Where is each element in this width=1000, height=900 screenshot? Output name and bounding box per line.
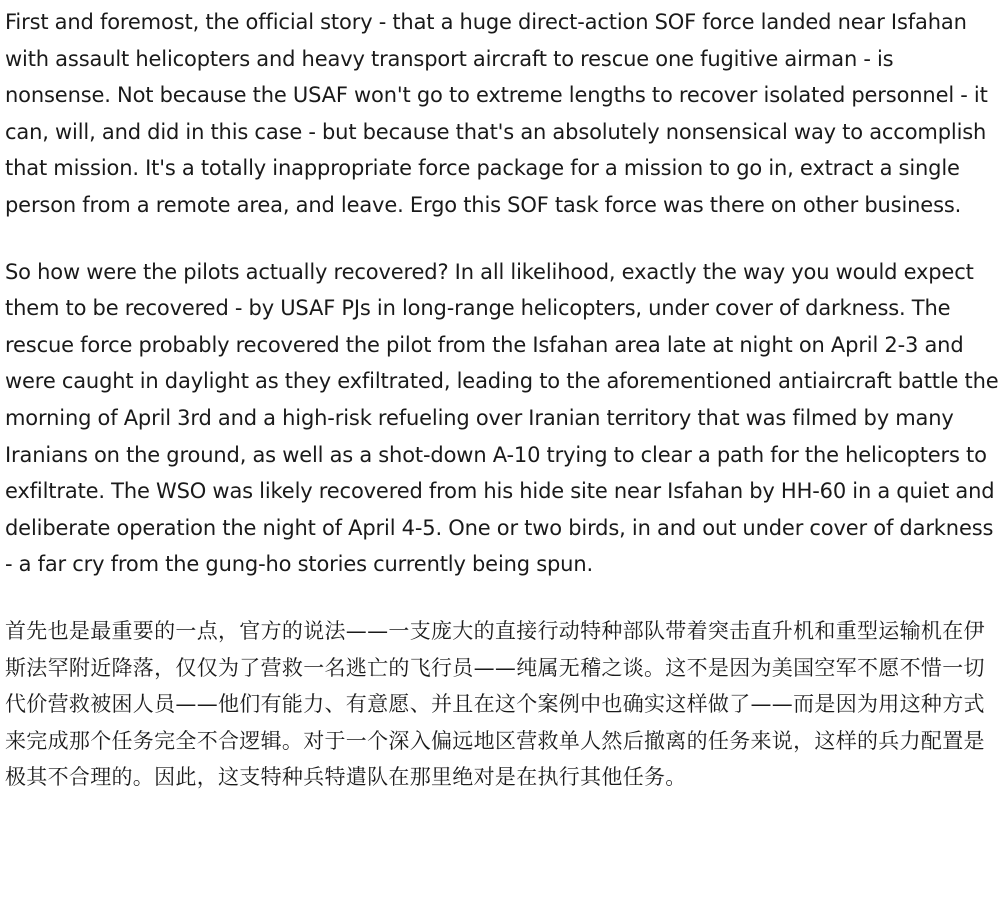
- paragraph-chinese-translation: 首先也是最重要的一点，官方的说法——一支庞大的直接行动特种部队带着突击直升机和重型运输机在伊斯法罕附近降落，仅仅为了营救一名逃亡的飞行员——纯属无稽之谈。这不是因为美国空军不愿不惜一切代价营救被困人员——他们有能力、有意愿、并且在这个案例中也确实这样做了——而是因为用这种方式来完成那个任务完全不合逻辑。对于一个深入偏远地区营救单人然后撤离的任务来说，这样的兵力配置是极其不合理的。因此，这支特种兵特遣队在那里绝对是在执行其他任务。: [5, 618, 985, 790]
- article-body: [5, 4, 1000, 796]
- paragraph-pilot-recovery: So how were the pilots actually recovered? In all likelihood, exactly the way you would expect them to be recovered - by USAF PJs in long-range helicopters, under cover of darkness. The rescue force probably recovered the pilot from the Isfahan area late at night on April 2-3 and were caught in daylight as they exfiltrated, leading to the aforementioned antiaircraft battle the morning of April 3rd and a high-risk refueling over Iranian territory that was filmed by many Iranians on the ground, as well as a shot-down A-10 trying to clear a path for the helicopters to exfiltrate. The WSO was likely recovered from his hide site near Isfahan by HH-60 in a quiet and deliberate operation the night of April 4-5. One or two birds, in and out under cover of darkness - a far cry from the gung-ho stories currently being spun.: [5, 259, 999, 577]
- paragraph-official-story: First and foremost, the official story - that a huge direct-action SOF force landed near Isfahan with assault helicopters and heavy transport aircraft to rescue one fugitive airman - is nonsense. Not because the USAF won't go to extreme lengths to recover isolated personnel - it can, will, and did in this case - but because that's an absolutely nonsensical way to accomplish that mission. It's a totally inappropriate force package for a mission to go in, extract a single person from a remote area, and leave. Ergo this SOF task force was there on other business.: [5, 10, 988, 217]
